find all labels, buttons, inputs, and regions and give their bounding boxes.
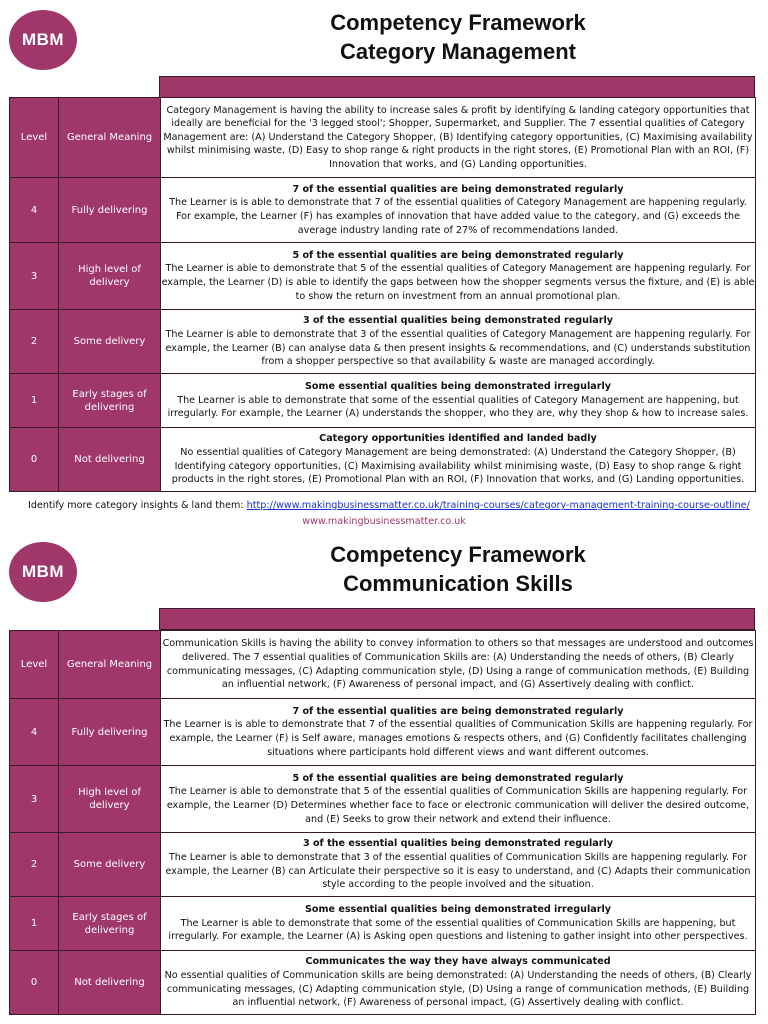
site-url: www.makingbusinessmatter.co.uk xyxy=(302,516,466,527)
row-heading: Some essential qualities being demonstrated irregularly xyxy=(304,381,612,393)
meaning-cell: Early stages of delivering xyxy=(59,897,161,951)
row-text: The Learner is is able to demonstrate that 7 of the essential qualities of Communication Skills are happening regularly. For example, the Learner (F) is Self aware, manages emotions & respects others, and (G) Confidently facilitates challenging situations where participants hold different views and want different outcomes. xyxy=(163,719,753,758)
table-row xyxy=(10,374,756,428)
row-heading: 7 of the essential qualities are being demonstrated regularly xyxy=(292,705,624,717)
meaning-cell: Fully delivering xyxy=(59,178,161,243)
page-title xyxy=(160,8,756,66)
footer-link-line xyxy=(28,499,750,512)
row-text: The Learner is able to demonstrate that 5 of the essential qualities of Communication Skills are happening regularly. For example, the Learner (D) Determines whether face to face or electronic communication will deliver the desired outcome, and (E) Seeks to grow their network and extend their influence. xyxy=(166,786,750,825)
description-cell xyxy=(161,951,756,1015)
table-row xyxy=(10,699,756,766)
level-cell: 1 xyxy=(10,897,59,951)
level-cell: 3 xyxy=(10,243,59,310)
row-text: The Learner is able to demonstrate that some of the essential qualities of Communication Skills are happening, but irregularly. For example, the Learner (A) is Asking open questions and listening to gather insight into other perspectives. xyxy=(168,917,748,943)
level-header: Level xyxy=(10,631,59,699)
row-heading: 5 of the essential qualities are being demonstrated regularly xyxy=(292,249,624,261)
title-line-1: Competency Framework xyxy=(330,542,586,567)
row-heading: 5 of the essential qualities are being demonstrated regularly xyxy=(292,772,624,784)
meaning-cell: Early stages of delivering xyxy=(59,374,161,428)
table-row xyxy=(10,951,756,1015)
intro-text: Communication Skills is having the ability to convey information to others so that messages are understood and outcomes delivered. The 7 essential qualities of Communication Skills are: (A) Understanding the needs of others, (B) Clearly communicating messages, (C) Adapting communication style, (D) Using a range of communication methods, (E) Building an influential network, (F) Awareness of personal impact, and (G) Assertively dealing with conflict. xyxy=(161,631,756,699)
meaning-header: General Meaning xyxy=(59,98,161,178)
level-cell: 4 xyxy=(10,699,59,766)
table-row xyxy=(10,428,756,492)
header-bar xyxy=(159,608,755,630)
course-outline-link[interactable]: http://www.makingbusinessmatter.co.uk/training-courses/category-management-training-course-outline/ xyxy=(246,500,750,511)
meaning-cell: Not delivering xyxy=(59,951,161,1015)
meaning-cell: High level of delivery xyxy=(59,243,161,310)
level-cell: 0 xyxy=(10,428,59,492)
table-row xyxy=(10,310,756,374)
table-header-row xyxy=(10,98,756,178)
row-heading: Communicates the way they have always communicated xyxy=(305,956,611,968)
meaning-header: General Meaning xyxy=(59,631,161,699)
table-row xyxy=(10,897,756,951)
header-bar xyxy=(159,76,755,98)
title-line-1: Competency Framework xyxy=(330,10,586,35)
level-cell: 4 xyxy=(10,178,59,243)
page-title xyxy=(160,540,756,598)
description-cell xyxy=(161,310,756,374)
table-header-row xyxy=(10,631,756,699)
row-heading: 3 of the essential qualities being demonstrated regularly xyxy=(302,838,614,850)
table-row xyxy=(10,833,756,897)
level-cell: 0 xyxy=(10,951,59,1015)
row-text: The Learner is able to demonstrate that 5 of the essential qualities of Category Management are happening regularly. For example, the Learner (D) is able to identify the gaps between how the shopper segments versus the fixture, and (E) is able to show the return on investment from an annual promotional plan. xyxy=(161,263,755,302)
row-heading: 7 of the essential qualities are being demonstrated regularly xyxy=(292,183,624,195)
table-row xyxy=(10,178,756,243)
description-cell xyxy=(161,374,756,428)
mbm-logo: MBM xyxy=(9,10,77,70)
level-cell: 2 xyxy=(10,833,59,897)
level-cell: 2 xyxy=(10,310,59,374)
description-cell xyxy=(161,833,756,897)
description-cell xyxy=(161,766,756,833)
level-header: Level xyxy=(10,98,59,178)
row-text: The Learner is able to demonstrate that 3 of the essential qualities of Communication Skills are happening regularly. For example, the Learner (B) can Articulate their perspective so it is easy to understand, and (C) Adapts their communication style according to the people involved and the situation. xyxy=(165,851,751,891)
framework-table xyxy=(9,630,756,1015)
meaning-cell: Some delivery xyxy=(59,833,161,897)
meaning-cell: High level of delivery xyxy=(59,766,161,833)
row-text: The Learner is is able to demonstrate that 7 of the essential qualities of Category Management are happening regularly. For example, the Learner (F) has examples of innovation that have added value to the category, and (G) exceeds the average industry landing rate of 27% of recommendations landed. xyxy=(169,197,747,236)
meaning-cell: Some delivery xyxy=(59,310,161,374)
row-text: The Learner is able to demonstrate that 3 of the essential qualities of Category Management are happening regularly. For example, the Learner (B) can analyse data & then present insights & recommendations, and (C) understands substitution from a shopper perspective so that availability & waste are managed accordingly. xyxy=(165,328,751,368)
communication-skills-section xyxy=(0,532,768,1024)
table-row xyxy=(10,243,756,310)
row-text: No essential qualities of Category Management are being demonstrated: (A) Understand the Category Shopper, (B) Identifying category opportunities, (C) Maximising availability whilst minimising waste, (D) Easy to shop range & right products in the right stores, (E) Promotional Plan with an ROI, (F) Innovation that works, and (G) Landing opportunities. xyxy=(171,446,745,486)
row-text: The Learner is able to demonstrate that some of the essential qualities of Category Management are happening, but irregularly. For example, the Learner (A) understands the shopper, who they are, why they shop & how to increase sales. xyxy=(167,394,749,420)
description-cell xyxy=(161,897,756,951)
row-heading: Category opportunities identified and landed badly xyxy=(319,433,597,445)
row-text: No essential qualities of Communication skills are being demonstrated: (A) Understanding the needs of others, (B) Clearly communicating messages, (C) Adapting communication style, (D) Using a range of communication methods, (E) Building an influential network, (F) Awareness of personal impact, (G) Assertively dealing with conflict. xyxy=(164,969,752,1009)
meaning-cell: Not delivering xyxy=(59,428,161,492)
level-cell: 1 xyxy=(10,374,59,428)
row-heading: Some essential qualities being demonstrated irregularly xyxy=(304,904,612,916)
title-line-2: Communication Skills xyxy=(343,571,573,596)
description-cell xyxy=(161,243,756,310)
level-cell: 3 xyxy=(10,766,59,833)
description-cell xyxy=(161,428,756,492)
mbm-logo: MBM xyxy=(9,542,77,602)
intro-text: Category Management is having the ability to increase sales & profit by identifying & landing category opportunities that ideally are beneficial for the '3 legged stool'; Shopper, Supermarket, and Supplier. The 7 essential qualities of Category Management are: (A) Understand the Category Shopper, (B) Identifying category opportunities, (C) Maximising availability whilst minimising waste, (D) Easy to shop range & right products in the right stores, (E) Promotional Plan with an ROI, (F) Innovation that works, and (G) Landing opportunities. xyxy=(161,98,756,178)
footer-prefix: Identify more category insights & land them: xyxy=(28,500,247,511)
description-cell xyxy=(161,699,756,766)
framework-table xyxy=(9,97,756,492)
table-row xyxy=(10,766,756,833)
meaning-cell: Fully delivering xyxy=(59,699,161,766)
title-line-2: Category Management xyxy=(340,39,576,64)
description-cell xyxy=(161,178,756,243)
row-heading: 3 of the essential qualities being demonstrated regularly xyxy=(302,315,614,327)
